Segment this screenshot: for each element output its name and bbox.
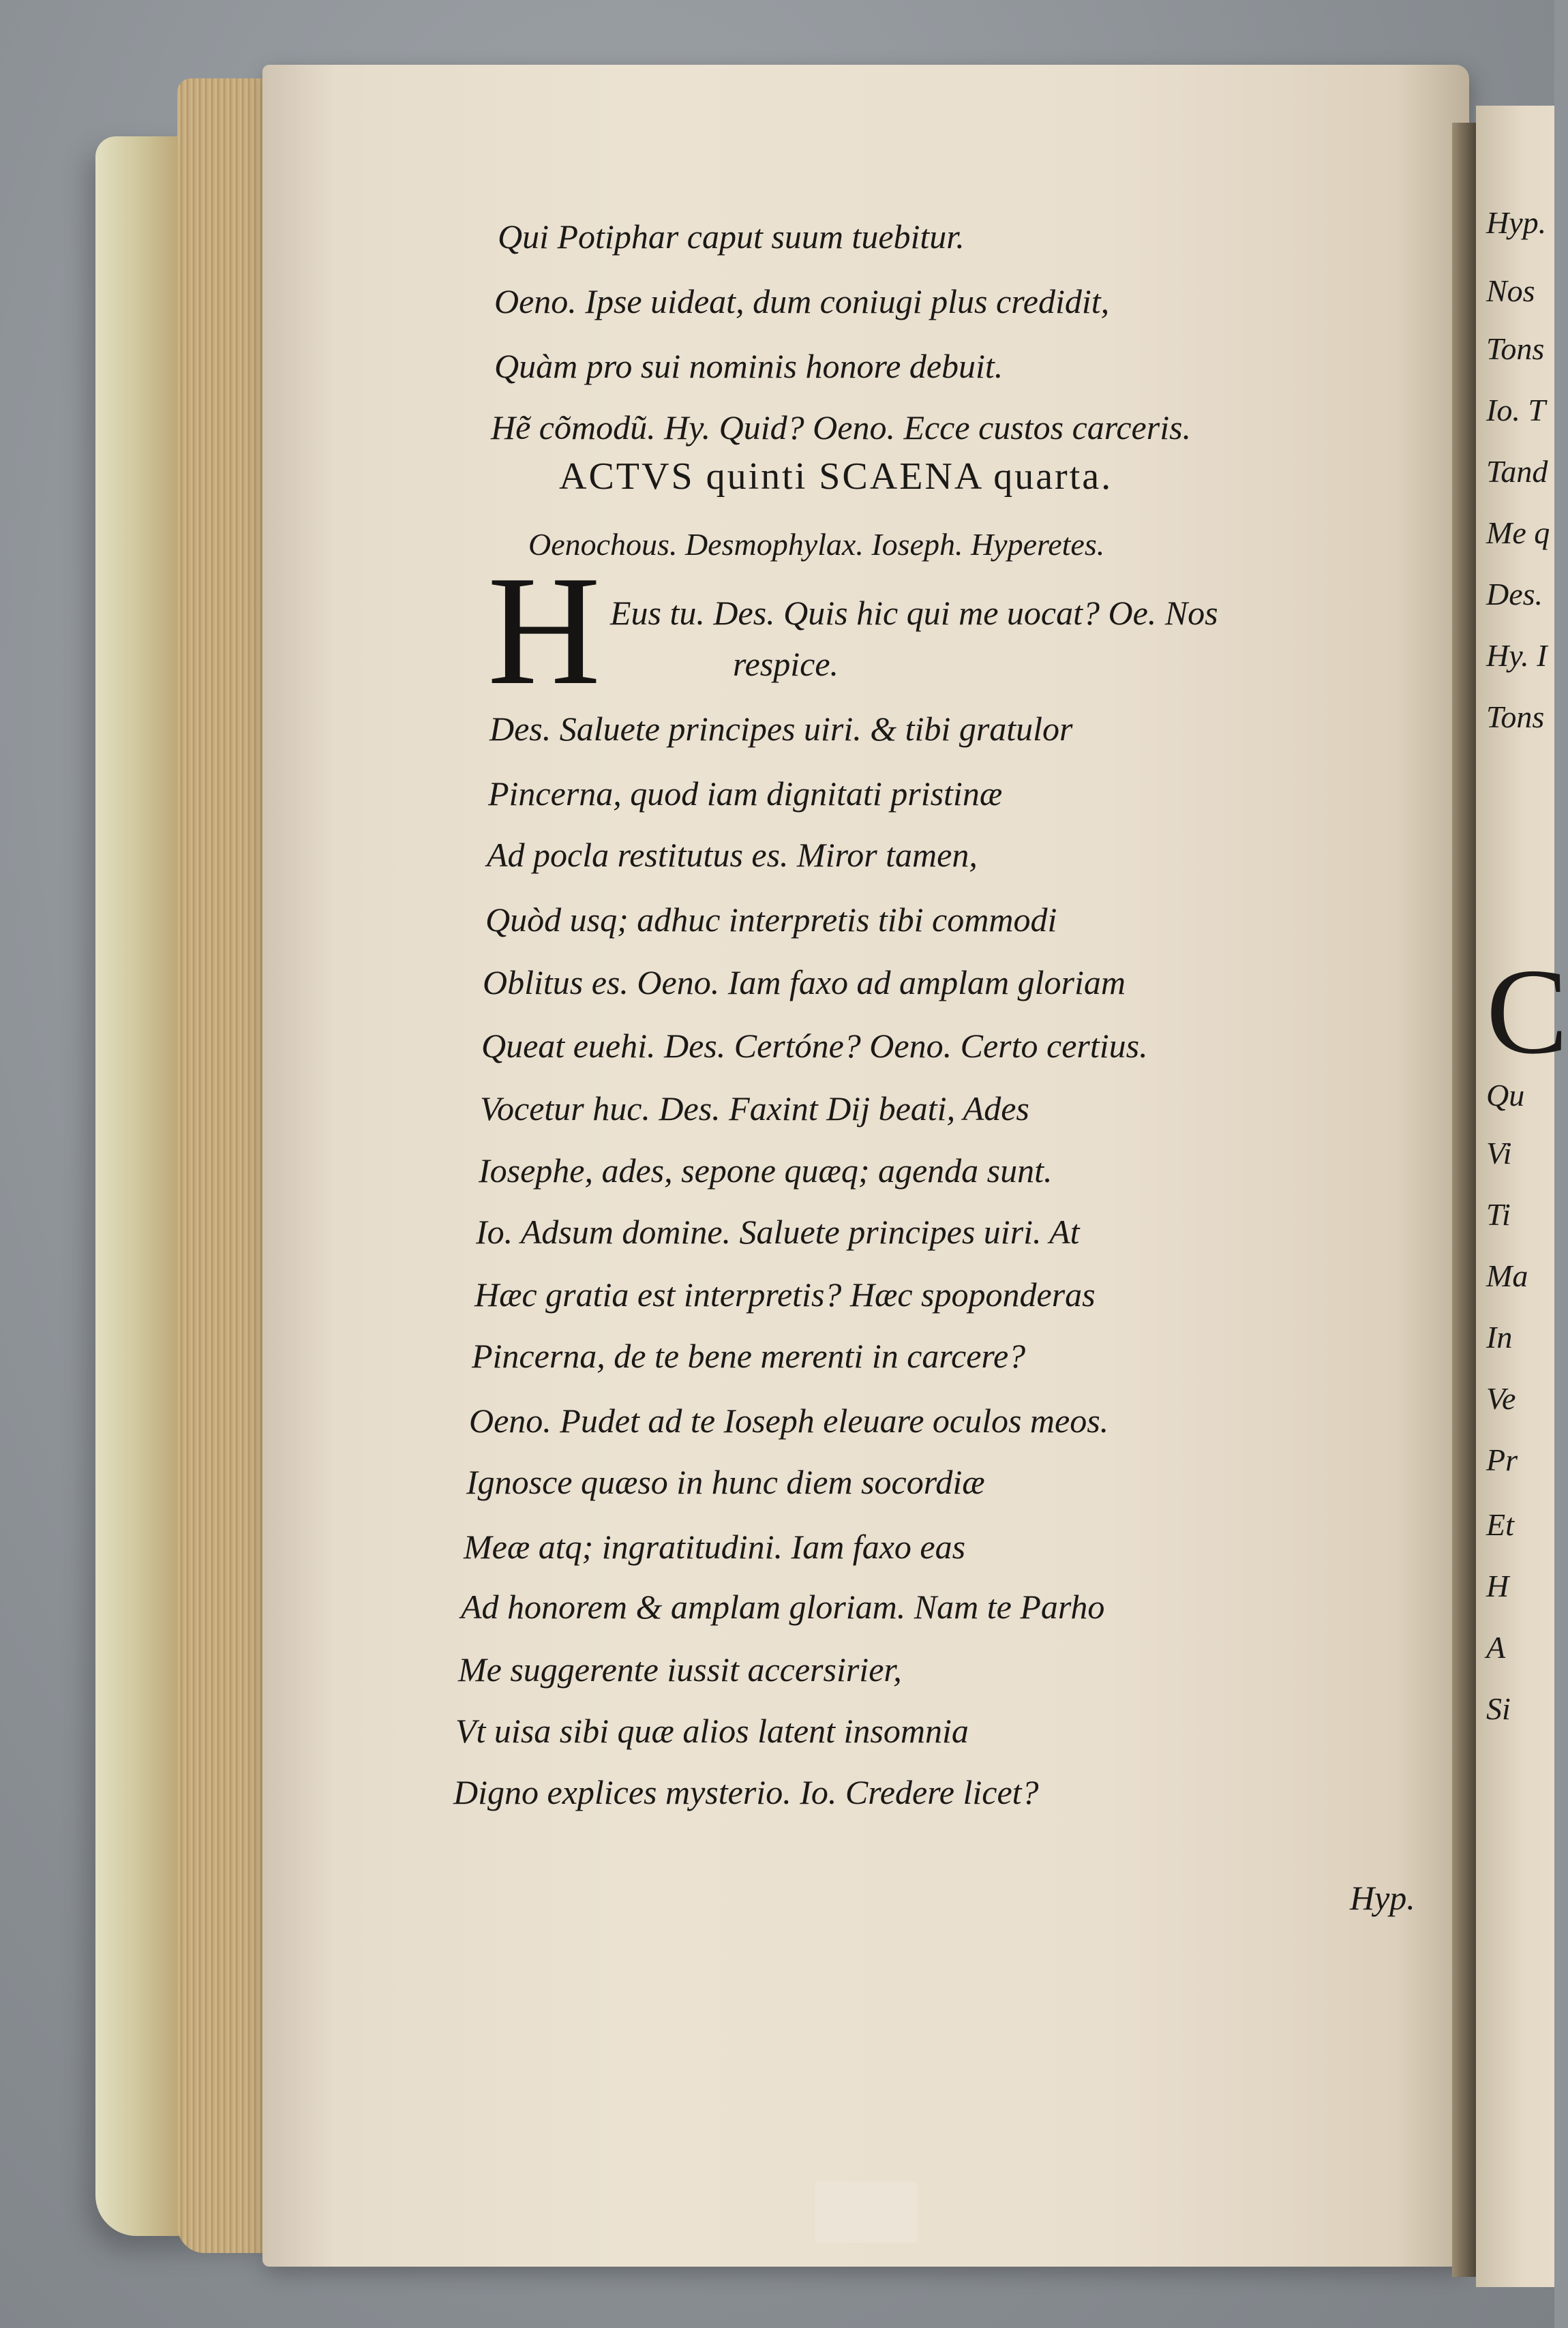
text-line: Oblitus es. Oeno. Iam faxo ad amplam gloriam: [483, 963, 1126, 1001]
facing-page-line: Nos: [1486, 273, 1535, 308]
text-line: Quòd usq; adhuc interpretis tibi commodi: [485, 901, 1057, 939]
text-line: Io. Adsum domine. Saluete principes uiri. At: [476, 1213, 1080, 1251]
facing-page-line: Si: [1486, 1691, 1511, 1726]
text-line: Ad honorem & amplam gloriam. Nam te Parho: [461, 1588, 1105, 1626]
text-line: Me suggerente iussit accersirier,: [458, 1650, 902, 1689]
facing-page-line: Ma: [1486, 1258, 1528, 1293]
text-line: Meæ atq; ingratitudini. Iam faxo eas: [464, 1528, 966, 1566]
facing-page-line: Qu: [1486, 1078, 1525, 1113]
facing-page-line: Vi: [1486, 1136, 1512, 1170]
text-line: Qui Potiphar caput suum tuebitur.: [498, 217, 965, 256]
text-line: Hæc gratia est interpretis? Hæc spoponderas: [474, 1275, 1096, 1314]
facing-page-line: Io. T: [1486, 393, 1546, 427]
text-line: Digno explices mysterio. Io. Credere licet?: [453, 1773, 1039, 1811]
text-line: Quàm pro sui nominis honore debuit.: [494, 347, 1004, 385]
text-line: Queat euehi. Des. Certóne? Oeno. Certo certius.: [481, 1027, 1148, 1065]
scene-heading: ACTVS quinti SCAENA quarta.: [559, 455, 1113, 498]
facing-page-line: Hy. I: [1486, 638, 1548, 673]
facing-page-line: Tons: [1486, 331, 1545, 366]
facing-page-line: Pr: [1486, 1442, 1518, 1477]
text-line: Oeno. Ipse uideat, dum coniugi plus credidit,: [494, 282, 1110, 320]
facing-page-line: Tons: [1486, 699, 1545, 734]
text-line: Iosephe, ades, sepone quæq; agenda sunt.: [479, 1151, 1053, 1190]
text-line: Hẽ cõmodũ. Hy. Quid? Oeno. Ecce custos carceris.: [491, 408, 1192, 447]
text-line: Des. Saluete principes uiri. & tibi gratulor: [489, 710, 1073, 748]
text-line: Vt uisa sibi quæ alios latent insomnia: [455, 1712, 969, 1750]
drop-cap: H: [487, 543, 601, 717]
catchword: Hyp.: [1350, 1879, 1415, 1917]
text-line: respice.: [733, 645, 839, 683]
facing-page-line: Ti: [1486, 1197, 1511, 1232]
text-line: Ad pocla restitutus es. Miror tamen,: [487, 836, 978, 874]
text-line: Vocetur huc. Des. Faxint Dij beati, Ades: [480, 1089, 1029, 1128]
text-line: Pincerna, de te bene merenti in carcere?: [472, 1337, 1026, 1375]
facing-page-line: Ve: [1486, 1381, 1516, 1416]
text-line: Eus tu. Des. Quis hic qui me uocat? Oe. Nos: [610, 594, 1218, 632]
text-line: Pincerna, quod iam dignitati pristinæ: [488, 774, 1003, 813]
facing-page-line: Me q: [1486, 515, 1550, 550]
facing-page-initial: C: [1486, 943, 1568, 1079]
page-sticker: [815, 2181, 917, 2243]
facing-page-line: Hyp.: [1486, 205, 1547, 240]
cast-list: Oenochous. Desmophylax. Ioseph. Hyperetes.: [528, 527, 1105, 562]
facing-page-line: Tand: [1486, 454, 1548, 489]
facing-page-line: In: [1486, 1320, 1513, 1355]
text-line: Ignosce quæso in hunc diem socordiæ: [466, 1463, 985, 1501]
facing-page-line: H: [1486, 1569, 1509, 1603]
facing-page-line: Et: [1486, 1507, 1514, 1542]
text-line: Oeno. Pudet ad te Ioseph eleuare oculos meos.: [469, 1402, 1109, 1440]
facing-page-line: Des.: [1486, 577, 1543, 611]
facing-page-line: A: [1486, 1630, 1506, 1665]
